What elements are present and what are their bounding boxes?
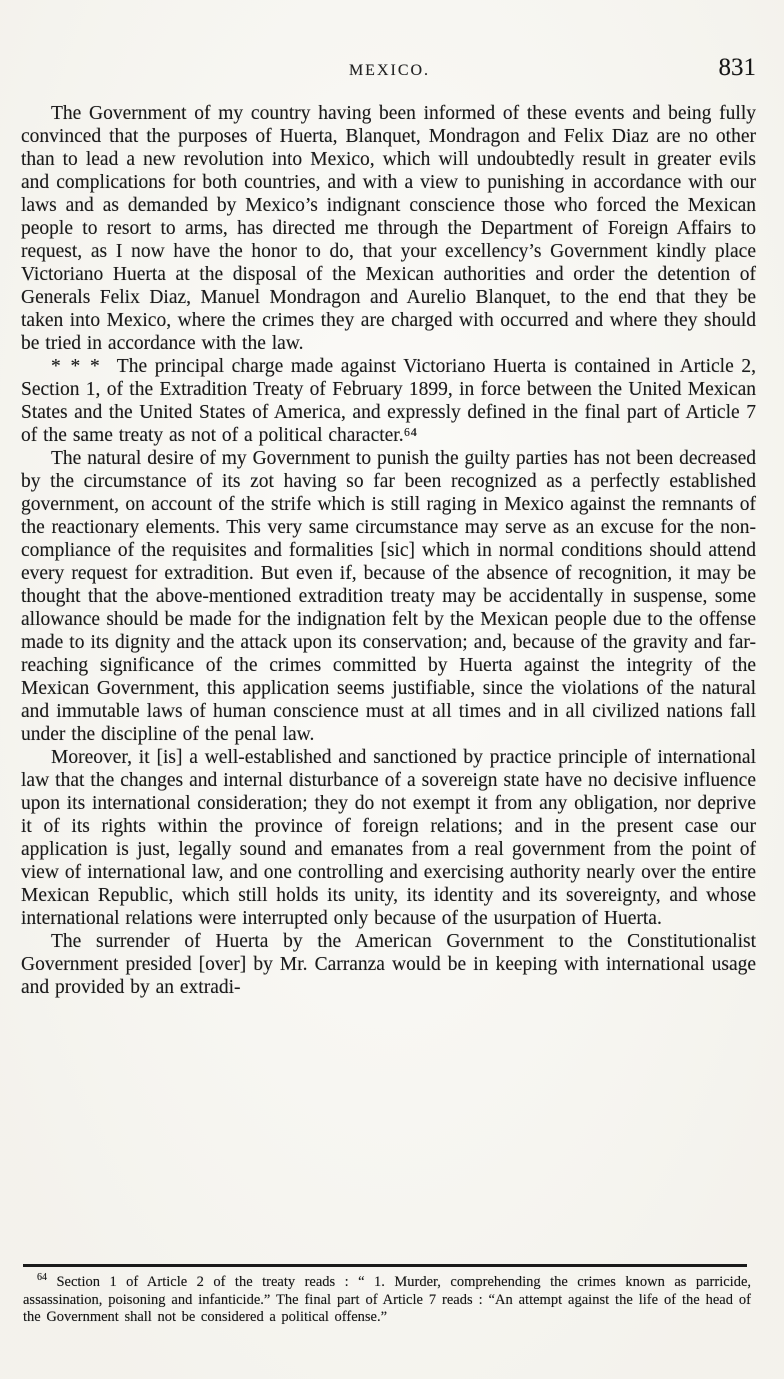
footnote-rule (23, 1264, 747, 1267)
footnote (23, 1274, 751, 1327)
paragraph-4: Moreover, it [is] a well-established and sanctioned by practice principle of international law that the changes and internal disturbance of a sovereign state have no decisive influence upon its international consideration; they do not exempt it from any obligation, nor deprive it of its rights within the province of foreign relations; and in the present case our application is just, legally sound and emanates from a real government from the point of view of international law, and one controlling and exercising authority nearly over the entire Mexican Republic, which still holds its unity, its identity and its sovereignty, and whose international relations were interrupted only because of the usurpation of Huerta. (21, 747, 756, 929)
footnote-area (23, 1264, 751, 1327)
paragraph-3: The natural desire of my Government to punish the guilty parties has not been decreased by the circumstance of its zot having so far been recognized as a perfectly established government, on account of the strife which is still raging in Mexico against the remnants of the reactionary elements. This very same circumstance may serve as an excuse for the non-compliance of the requisites and formalities [sic] which in normal conditions should attend every request for extradition. But even if, because of the absence of recognition, it may be thought that the above-mentioned extradition treaty may be accidentally in suspense, some allowance should be made for the indignation felt by the Mexican people due to the offense made to its dignity and the attack upon its conservation; and, because of the gravity and far-reaching significance of the crimes committed by Huerta against the integrity of the Mexican Government, this application seems justifiable, since the violations of the natural and immutable laws of human conscience must at all times and in all civilized nations fall under the discipline of the penal law. (21, 448, 756, 745)
paragraph-2: * * * The principal charge made against Victoriano Huerta is contained in Article 2, Section 1, of the Extradition Treaty of February 1899, in force between the United Mexican States and the United States of America, and expressly defined in the final part of Article 7 of the same treaty as not of a political character.⁶⁴ (21, 356, 756, 446)
page-number: 831 (718, 54, 756, 81)
paragraph-1: The Government of my country having been informed of these events and being fully convinced that the purposes of Huerta, Blanquet, Mondragon and Felix Diaz are no other than to lead a new revolution into Mexico, which will undoubtedly result in greater evils and complications for both countries, and with a view to punishing in accordance with our laws and as demanded by Mexico’s indignant conscience those who forced the Mexican people to resort to arms, has directed me through the Department of Foreign Affairs to request, as I now have the honor to do, that your excellency’s Government kindly place Victoriano Huerta at the disposal of the Mexican authorities and order the detention of Generals Felix Diaz, Manuel Mondragon and Aurelio Blanquet, to the end that they be taken into Mexico, where the crimes they are charged with occurred and where they should be tried in accordance with the law. (21, 103, 756, 354)
page-body (21, 102, 756, 999)
footnote-text: Section 1 of Article 2 of the treaty reads : “ 1. Murder, comprehending the crimes known as parricide, assassination, poisoning and infanticide.” The final part of Article 7 reads : “An attempt against the life of the head of the Government shall not be considered a political offense.” (23, 1274, 752, 1325)
paragraph-5: The surrender of Huerta by the American Government to the Constitutionalist Government presided [over] by Mr. Carranza would be in keeping with international usage and provided by an extradi- (21, 931, 756, 998)
page-header (21, 54, 758, 88)
footnote-marker: 64 (37, 1272, 47, 1284)
running-head: MEXICO. (348, 62, 431, 79)
